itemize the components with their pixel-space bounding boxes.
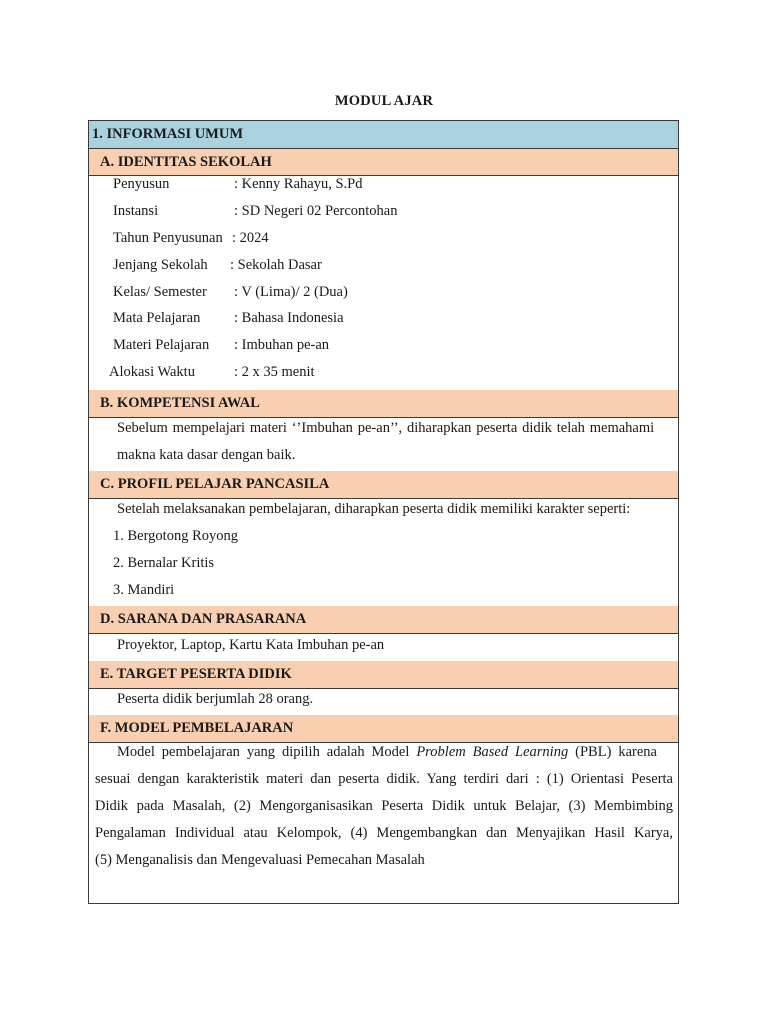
model-text-line3: Didik pada Masalah, (2) Mengorganisasikan Peserta Didik untuk Belajar, (3) Membimbing (95, 798, 673, 814)
section-informasi-umum-header: 1. INFORMASI UMUM (89, 121, 678, 149)
value-mata-pelajaran: : Bahasa Indonesia (234, 310, 344, 326)
value-materi-pelajaran: : Imbuhan pe-an (234, 337, 330, 353)
value-tahun-penyusunan: : 2024 (232, 230, 269, 246)
profil-item-3: 3. Mandiri (113, 582, 175, 598)
section-sarana-header: D. SARANA DAN PRASARANA (89, 606, 678, 634)
kompetensi-text-line1: Sebelum mempelajari materi ‘’Imbuhan pe-an’’, diharapkan peserta didik telah memahami (117, 420, 655, 436)
sarana-text: Proyektor, Laptop, Kartu Kata Imbuhan pe-an (117, 637, 385, 653)
label-tahun-penyusunan: Tahun Penyusunan (113, 230, 223, 246)
target-text: Peserta didik berjumlah 28 orang. (117, 691, 314, 707)
model-text-line2: sesuai dengan karakteristik materi dan peserta didik. Yang terdiri dari : (1) Orientasi Peserta (95, 771, 673, 787)
kompetensi-text-line2: makna kata dasar dengan baik. (117, 447, 296, 463)
value-kelas-semester: : V (Lima)/ 2 (Dua) (234, 284, 348, 300)
model-name-italic: Problem Based Learning (416, 744, 569, 760)
value-alokasi-waktu: : 2 x 35 menit (234, 364, 315, 380)
label-alokasi-waktu: Alokasi Waktu (109, 364, 195, 380)
label-jenjang-sekolah: Jenjang Sekolah (113, 257, 208, 273)
section-identitas-sekolah-header: A. IDENTITAS SEKOLAH (89, 149, 678, 176)
value-penyusun: : Kenny Rahayu, S.Pd (234, 176, 363, 192)
module-table (88, 120, 679, 904)
label-instansi: Instansi (113, 203, 159, 219)
label-kelas-semester: Kelas/ Semester (113, 284, 207, 300)
profil-item-2: 2. Bernalar Kritis (113, 555, 215, 571)
value-jenjang-sekolah: : Sekolah Dasar (230, 257, 322, 273)
model-text-line4: Pengalaman Individual atau Kelompok, (4) Mengembangkan dan Menyajikan Hasil Karya, (95, 825, 673, 841)
value-instansi: : SD Negeri 02 Percontohan (234, 203, 398, 219)
model-text-line1: Model pembelajaran yang dipilih adalah Model Problem Based Learning (PBL) karena (117, 744, 657, 760)
label-penyusun: Penyusun (113, 176, 170, 192)
section-kompetensi-awal-header: B. KOMPETENSI AWAL (89, 390, 678, 418)
section-profil-pelajar-header: C. PROFIL PELAJAR PANCASILA (89, 471, 678, 499)
profil-intro: Setelah melaksanakan pembelajaran, diharapkan peserta didik memiliki karakter seperti: (117, 501, 631, 517)
section-target-header: E. TARGET PESERTA DIDIK (89, 661, 678, 689)
label-materi-pelajaran: Materi Pelajaran (113, 337, 210, 353)
section-model-header: F. MODEL PEMBELAJARAN (89, 715, 678, 743)
label-mata-pelajaran: Mata Pelajaran (113, 310, 201, 326)
document-title: MODUL AJAR (334, 93, 434, 109)
model-text-line5: (5) Menganalisis dan Mengevaluasi Pemecahan Masalah (95, 852, 425, 868)
profil-item-1: 1. Bergotong Royong (113, 528, 238, 544)
